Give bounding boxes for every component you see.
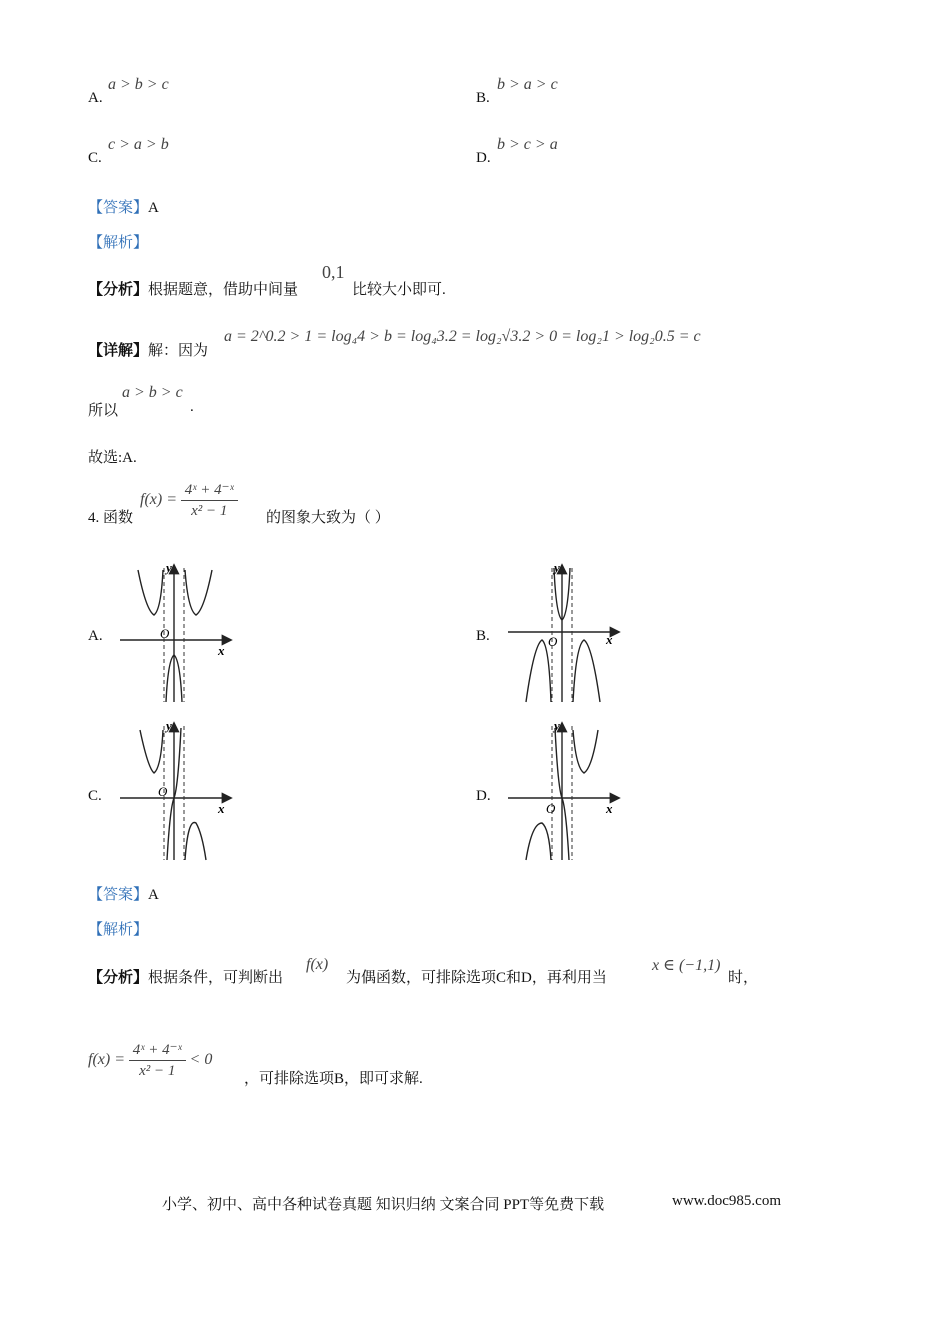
curve-left-branch xyxy=(526,823,551,860)
q4-inequality-line xyxy=(88,1040,212,1081)
xiangjie-expr: a = 2^0.2 > 1 = log₄4 > b = log₄3.2 = log₂√3.2 > 0 = log₂1 > log₂0.5 = c xyxy=(224,328,701,345)
option-c-letter: C. xyxy=(88,150,102,166)
suoyi-text: 所以 xyxy=(88,403,119,419)
option-a-letter: A. xyxy=(88,90,103,106)
q3-analysis-tag: 【解析】 xyxy=(88,235,149,251)
option-b-letter: B. xyxy=(476,90,490,106)
fenxi-text-1: 根据条件，可判断出 xyxy=(148,970,284,986)
curve-left-branch xyxy=(526,640,551,702)
curve-left-branch xyxy=(138,570,163,615)
fenxi-condition: x ∈ (−1,1) xyxy=(652,957,721,974)
ineq-rhs: < 0 xyxy=(189,1050,213,1068)
graph-option-a-letter: A. xyxy=(88,628,103,644)
curve-right-branch xyxy=(185,570,212,615)
curve-left-branch xyxy=(140,730,163,773)
q4-suffix: 的图象大致为（ ） xyxy=(266,510,390,526)
xiangjie-text: 解：因为 xyxy=(148,343,209,359)
origin-label: O xyxy=(158,784,168,799)
answer-tag: 【答案】 xyxy=(88,200,149,216)
ineq-denominator: x² − 1 xyxy=(139,1063,176,1079)
origin-label: O xyxy=(548,634,558,649)
footer-url[interactable]: www.doc985.com xyxy=(672,1193,782,1209)
x-label: x xyxy=(606,632,613,647)
fenxi-text-2: 为偶函数，可排除选项C和D，再利用当 xyxy=(346,970,607,986)
option-d-letter: D. xyxy=(476,150,491,166)
y-label: y xyxy=(554,560,560,575)
xiangjie-tag: 【详解】 xyxy=(88,343,149,359)
curve-right-branch xyxy=(573,730,598,773)
ineq-fraction xyxy=(129,1040,186,1081)
q4-analysis-tag: 【解析】 xyxy=(88,922,149,938)
x-label: x xyxy=(218,801,225,816)
graph-b xyxy=(506,560,626,705)
graph-option-d-letter: D. xyxy=(476,788,491,804)
q3-fenxi-line xyxy=(88,278,298,299)
fenxi-tag: 【分析】 xyxy=(88,970,149,986)
graph-c xyxy=(118,718,238,863)
fenxi-text-1: 根据题意，借助中间量 xyxy=(148,282,299,298)
fenxi-fx: f(x) xyxy=(306,956,329,973)
q4-denominator: x² − 1 xyxy=(191,503,228,519)
graph-d xyxy=(506,718,626,863)
option-d-expr: b > c > a xyxy=(497,136,558,153)
option-c-expr: c > a > b xyxy=(108,136,169,153)
q4-fenxi-line xyxy=(88,966,283,987)
origin-label: O xyxy=(160,626,170,641)
q4-func-lhs: f(x) = xyxy=(140,490,177,508)
curve-right-branch xyxy=(185,822,206,860)
graph-a xyxy=(118,560,238,705)
x-label: x xyxy=(218,643,225,658)
origin-label: O xyxy=(546,801,556,816)
q3-final-choice: 故选:A. xyxy=(88,450,137,466)
answer-tag: 【答案】 xyxy=(88,887,149,903)
footer-text: 小学、初中、高中各种试卷真题 知识归纳 文案合同 PPT等免费下载 xyxy=(162,1197,605,1213)
graph-option-c-letter: C. xyxy=(88,788,102,804)
fenxi-text-2: 比较大小即可. xyxy=(352,282,446,298)
fenxi-tag: 【分析】 xyxy=(88,282,149,298)
curve-right-branch xyxy=(573,640,600,702)
answer-value: A xyxy=(148,887,159,903)
fenxi-mid-values: 0,1 xyxy=(322,262,345,282)
suoyi-period: . xyxy=(190,399,194,415)
q4-answer-line xyxy=(88,883,159,904)
y-label: y xyxy=(554,718,560,733)
x-label: x xyxy=(606,801,613,816)
q3-xiangjie-line xyxy=(88,339,208,360)
ineq-numerator: 4ˣ + 4⁻ˣ xyxy=(129,1040,186,1061)
ineq-lhs: f(x) = xyxy=(88,1050,125,1068)
q4-numerator: 4ˣ + 4⁻ˣ xyxy=(181,480,238,501)
suoyi-expr: a > b > c xyxy=(122,384,183,401)
q3-answer-line xyxy=(88,196,159,217)
option-b-expr: b > a > c xyxy=(497,76,558,93)
y-label: y xyxy=(166,718,172,733)
option-a-expr: a > b > c xyxy=(108,76,169,93)
q4-fraction xyxy=(181,480,238,521)
fenxi-text-3: 时， xyxy=(728,970,759,986)
y-label: y xyxy=(166,560,172,575)
graph-option-b-letter: B. xyxy=(476,628,490,644)
q4-prefix: 4. 函数 xyxy=(88,510,134,526)
q4-conclusion-text: ，可排除选项B，即可求解. xyxy=(244,1071,423,1087)
answer-value: A xyxy=(148,200,159,216)
q4-function xyxy=(140,480,238,521)
